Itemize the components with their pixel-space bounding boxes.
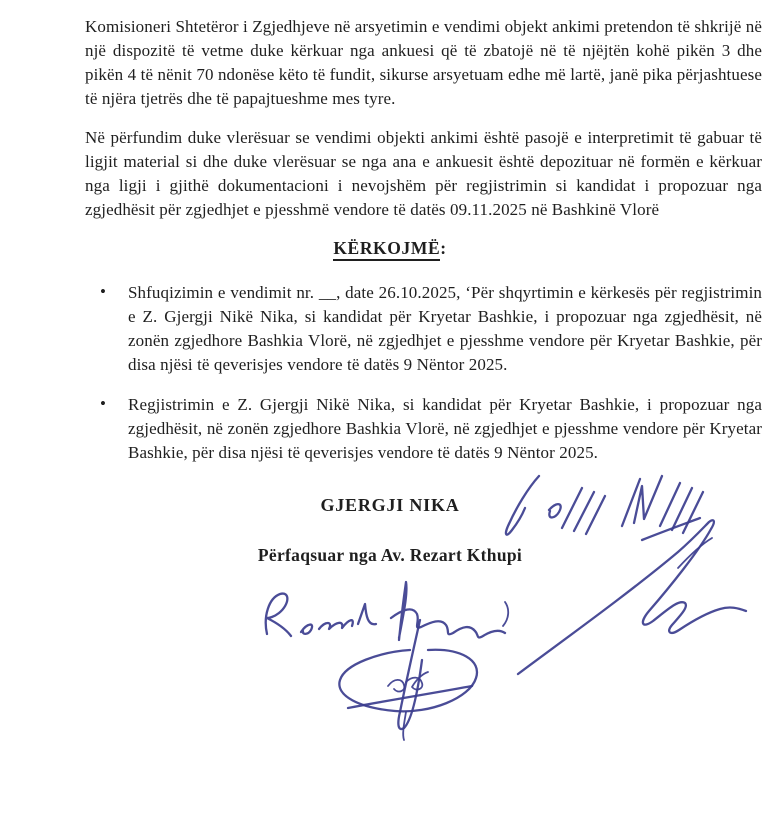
bullet-icon: • (100, 394, 107, 413)
list-item-text: Shfuqizimin e vendimit nr. __, date 26.10.2025, ‘Për shqyrtimin e kërkesës për regjistrimin e Z. Gjergji Nikë Nika, si kandidat për Kryetar Bashkie, i propozuar nga zgjedhësit, në zonën zgjedhore Bashkia Vlorë, në zgjedhjet e pjesshme vendore për Kryetar Bashkie, për disa njësi të qeverisjes vendore të datës 9 Nëntor 2025. (128, 283, 762, 374)
paragraph-1: Komisioneri Shtetëror i Zgjedhjeve në arsyetimin e vendimi objekt ankimi pretendon të shkrijë në një dispozitë të vetme duke kërkuar nga ankuesi që të zbatojë në të njëjtën kohë pikën 3 dhe pikën 4 të nënit 70 ndonëse këto të fundit, sikurse arsyetuam edhe më lartë, janë pika përjashtuese të njëra tjetrës dhe të papajtueshme mes tyre. (85, 17, 762, 108)
rezart-kthupi-signature (253, 576, 515, 661)
section-heading-colon: : (440, 238, 447, 258)
list-item (85, 281, 762, 377)
representative-line: Përfaqsuar nga Av. Rezart Kthupi (257, 545, 523, 565)
paragraph-2: Në përfundim duke vlerësuar se vendimi objekti ankimi është pasojë e interpretimit të gabuar të ligjit material si dhe duke vlerësuar se nga ana e ankuesit është depozituar në formën e kërkuar nga ligji i gjithë dokumentacioni i nevojshëm për regjistrimin si kandidat i propozuar nga zgjedhësit për zgjedhjet e pjesshmë vendore të datës 09.11.2025 në Bashkinë Vlorë (85, 128, 762, 219)
bullet-icon: • (100, 282, 107, 301)
list-item (85, 393, 762, 465)
stamp-paraph-signature (310, 612, 488, 744)
demands-list (85, 281, 762, 465)
signatory-name: GJERGJI NIKA (320, 495, 460, 515)
section-heading-label: KËRKOJMË (333, 238, 440, 261)
section-heading (0, 238, 780, 259)
list-item-text: Regjistrimin e Z. Gjergji Nikë Nika, si kandidat për Kryetar Bashkie, i propozuar nga zgjedhësit, në zonën zgjedhore Bashkia Vlorë, në zgjedhjet e pjesshme vendore për Kryetar Bashkie, për disa njësi të qeverisjes vendore të datës 9 Nëntor 2025. (128, 395, 762, 462)
